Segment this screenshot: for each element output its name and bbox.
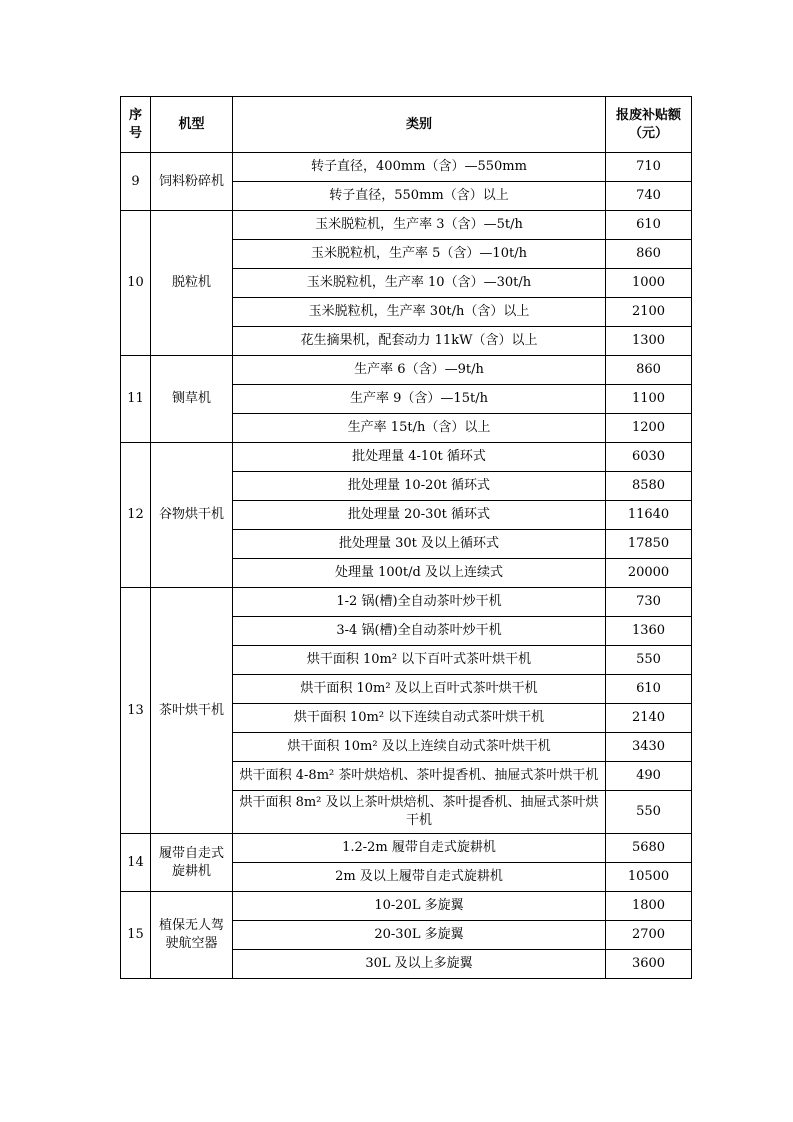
row-number: 14 — [121, 834, 151, 892]
amount-cell: 550 — [606, 791, 692, 834]
amount-cell: 3600 — [606, 950, 692, 979]
machine-type: 谷物烘干机 — [151, 443, 233, 588]
amount-cell: 1360 — [606, 617, 692, 646]
row-number: 11 — [121, 356, 151, 443]
amount-cell: 1300 — [606, 327, 692, 356]
category-cell: 批处理量 20-30t 循环式 — [233, 501, 606, 530]
category-cell: 10-20L 多旋翼 — [233, 892, 606, 921]
table-row — [121, 356, 692, 385]
amount-cell: 610 — [606, 211, 692, 240]
category-cell: 玉米脱粒机，生产率 3（含）—5t/h — [233, 211, 606, 240]
amount-cell: 2700 — [606, 921, 692, 950]
category-cell: 20-30L 多旋翼 — [233, 921, 606, 950]
table-row — [121, 443, 692, 472]
amount-cell: 1200 — [606, 414, 692, 443]
table-row — [121, 588, 692, 617]
category-cell: 批处理量 10-20t 循环式 — [233, 472, 606, 501]
category-cell: 转子直径，550mm（含）以上 — [233, 182, 606, 211]
category-cell: 烘干面积 10m² 以下连续自动式茶叶烘干机 — [233, 704, 606, 733]
category-cell: 批处理量 4-10t 循环式 — [233, 443, 606, 472]
amount-cell: 5680 — [606, 834, 692, 863]
row-number: 9 — [121, 153, 151, 211]
category-cell: 2m 及以上履带自走式旋耕机 — [233, 863, 606, 892]
amount-cell: 860 — [606, 240, 692, 269]
header-machine-type: 机型 — [151, 97, 233, 153]
amount-cell: 740 — [606, 182, 692, 211]
header-row — [121, 97, 692, 153]
machine-type: 铡草机 — [151, 356, 233, 443]
category-cell: 批处理量 30t 及以上循环式 — [233, 530, 606, 559]
category-cell: 玉米脱粒机，生产率 30t/h（含）以上 — [233, 298, 606, 327]
header-category: 类别 — [233, 97, 606, 153]
category-cell: 烘干面积 10m² 以下百叶式茶叶烘干机 — [233, 646, 606, 675]
table-body — [121, 153, 692, 979]
amount-cell: 20000 — [606, 559, 692, 588]
amount-cell: 11640 — [606, 501, 692, 530]
category-cell: 30L 及以上多旋翼 — [233, 950, 606, 979]
amount-cell: 2140 — [606, 704, 692, 733]
table-row — [121, 892, 692, 921]
category-cell: 1-2 锅(槽)全自动茶叶炒干机 — [233, 588, 606, 617]
amount-cell: 1000 — [606, 269, 692, 298]
amount-cell: 490 — [606, 762, 692, 791]
category-cell: 烘干面积 8m² 及以上茶叶烘焙机、茶叶提香机、抽屉式茶叶烘干机 — [233, 791, 606, 834]
amount-cell: 710 — [606, 153, 692, 182]
amount-cell: 1800 — [606, 892, 692, 921]
category-cell: 生产率 9（含）—15t/h — [233, 385, 606, 414]
category-cell: 处理量 100t/d 及以上连续式 — [233, 559, 606, 588]
category-cell: 烘干面积 10m² 及以上连续自动式茶叶烘干机 — [233, 733, 606, 762]
amount-cell: 3430 — [606, 733, 692, 762]
amount-cell: 610 — [606, 675, 692, 704]
table-row — [121, 834, 692, 863]
category-cell: 玉米脱粒机，生产率 10（含）—30t/h — [233, 269, 606, 298]
amount-cell: 860 — [606, 356, 692, 385]
row-number: 10 — [121, 211, 151, 356]
table-row — [121, 153, 692, 182]
amount-cell: 2100 — [606, 298, 692, 327]
amount-cell: 6030 — [606, 443, 692, 472]
amount-cell: 1100 — [606, 385, 692, 414]
row-number: 12 — [121, 443, 151, 588]
amount-cell: 8580 — [606, 472, 692, 501]
header-amount: 报废补贴额 （元） — [606, 97, 692, 153]
row-number: 13 — [121, 588, 151, 834]
machine-type: 茶叶烘干机 — [151, 588, 233, 834]
row-number: 15 — [121, 892, 151, 979]
amount-cell: 550 — [606, 646, 692, 675]
category-cell: 3-4 锅(槽)全自动茶叶炒干机 — [233, 617, 606, 646]
category-cell: 1.2-2m 履带自走式旋耕机 — [233, 834, 606, 863]
category-cell: 玉米脱粒机，生产率 5（含）—10t/h — [233, 240, 606, 269]
header-no: 序 号 — [121, 97, 151, 153]
machine-type: 脱粒机 — [151, 211, 233, 356]
category-cell: 生产率 15t/h（含）以上 — [233, 414, 606, 443]
category-cell: 烘干面积 4-8m² 茶叶烘焙机、茶叶提香机、抽屉式茶叶烘干机 — [233, 762, 606, 791]
category-cell: 烘干面积 10m² 及以上百叶式茶叶烘干机 — [233, 675, 606, 704]
amount-cell: 730 — [606, 588, 692, 617]
amount-cell: 10500 — [606, 863, 692, 892]
table-row — [121, 211, 692, 240]
subsidy-table — [120, 96, 692, 979]
category-cell: 转子直径，400mm（含）—550mm — [233, 153, 606, 182]
machine-type: 饲料粉碎机 — [151, 153, 233, 211]
machine-type: 履带自走式 旋耕机 — [151, 834, 233, 892]
machine-type: 植保无人驾 驶航空器 — [151, 892, 233, 979]
category-cell: 花生摘果机，配套动力 11kW（含）以上 — [233, 327, 606, 356]
category-cell: 生产率 6（含）—9t/h — [233, 356, 606, 385]
amount-cell: 17850 — [606, 530, 692, 559]
